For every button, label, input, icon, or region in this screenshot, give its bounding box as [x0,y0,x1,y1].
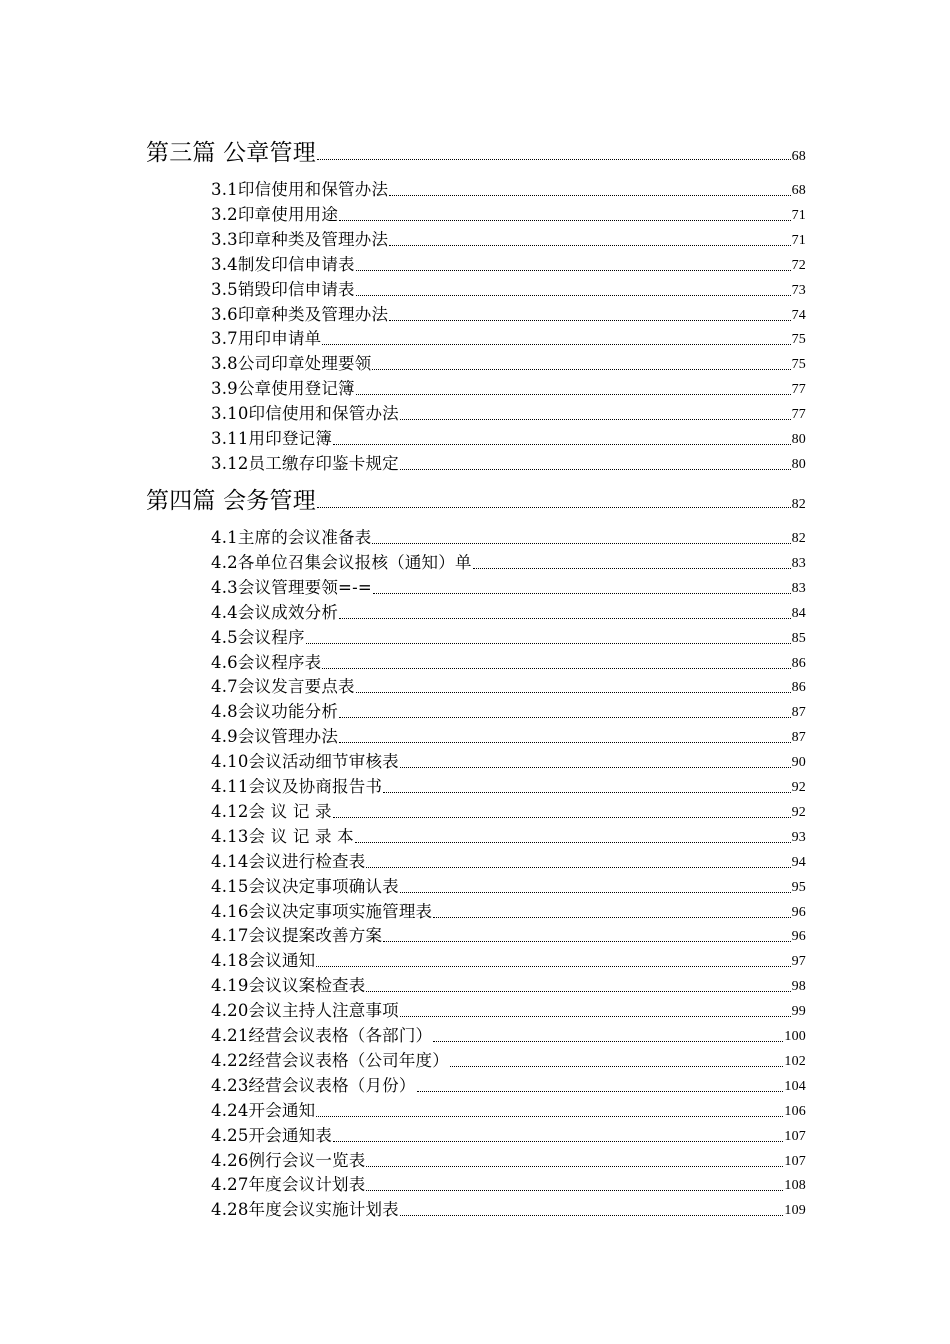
toc-entry[interactable] [211,773,806,797]
entry-title: 4.22经营会议表格（公司年度） [211,1050,449,1070]
page-number: 96 [791,904,806,920]
page-number: 92 [791,780,806,795]
dot-leader [400,419,791,420]
toc-entry[interactable] [211,873,806,897]
toc-entry[interactable] [211,947,806,971]
dot-leader [400,767,791,768]
toc-entry[interactable] [211,1047,806,1071]
entry-title: 4.4会议成效分析 [211,602,339,622]
section-title: 第四篇 会务管理 [146,488,316,514]
toc-entry[interactable] [211,450,806,474]
page-number: 83 [791,580,806,596]
toc-entry[interactable] [211,922,806,946]
dot-leader [317,507,791,508]
page-number: 75 [791,332,806,348]
page-number: 87 [791,730,806,746]
dot-leader [316,966,790,967]
dot-leader [339,717,791,718]
toc-entry[interactable] [211,425,806,449]
toc-entry[interactable] [211,375,806,399]
dot-leader [356,295,791,296]
entry-title: 4.15会议决定事项确认表 [211,876,399,896]
dot-leader [322,668,790,669]
entry-title: 4.14会议进行检查表 [211,851,366,871]
dot-leader [389,245,790,246]
entry-title: 4.16会议决定事项实施管理表 [211,901,433,921]
dot-leader [417,1091,784,1092]
dot-leader [383,941,790,942]
page-number: 73 [791,282,806,298]
page-number: 102 [784,1053,806,1069]
dot-leader [356,270,791,271]
toc-entry[interactable] [211,251,806,275]
dot-leader [400,1016,791,1017]
entry-title: 3.1印信使用和保管办法 [211,180,389,199]
dot-leader [322,344,790,345]
toc-section-heading[interactable] [146,484,806,514]
page-number: 108 [784,1178,806,1194]
dot-leader [400,469,791,470]
toc-entry[interactable] [211,524,806,548]
toc-entry[interactable] [211,549,806,573]
dot-leader [400,1215,784,1216]
toc-entry[interactable] [211,1171,806,1195]
page-number: 90 [791,755,806,771]
page-number: 77 [791,382,806,398]
page-number: 77 [791,407,806,423]
page-number: 80 [791,432,806,447]
dot-leader [400,892,791,893]
entry-title: 3.10印信使用和保管办法 [211,404,399,424]
toc-entry[interactable] [211,723,806,747]
page-number: 106 [784,1103,806,1119]
entry-title: 3.3印章种类及管理办法 [211,229,389,249]
toc-entry[interactable] [211,698,806,722]
toc-entry[interactable] [211,276,806,300]
toc-entry[interactable] [211,574,806,598]
page-number: 68 [791,183,806,198]
toc-entry[interactable] [211,673,806,697]
entry-title: 4.28年度会议实施计划表 [211,1200,399,1220]
page-number: 85 [791,630,806,646]
entry-title: 4.11会议及协商报告书 [211,777,383,796]
entry-title: 3.9公章使用登记簿 [211,379,355,399]
entry-title: 3.4制发印信申请表 [211,254,355,274]
dot-leader [366,867,790,868]
dot-leader [366,1190,783,1191]
toc-entry[interactable] [211,823,806,847]
toc-entry[interactable] [211,1097,806,1121]
entry-title: 4.7会议发言要点表 [211,677,355,697]
dot-leader [356,692,791,693]
entry-title: 3.7用印申请单 [211,329,322,349]
entry-title: 4.19会议议案检查表 [211,976,366,996]
entry-title: 4.21经营会议表格（各部门） [211,1026,433,1045]
dot-leader [433,1041,783,1042]
entry-title: 4.26例行会议一览表 [211,1150,366,1170]
page-number: 74 [791,307,806,323]
dot-leader [333,444,791,445]
entry-title: 4.20会议主持人注意事项 [211,1001,399,1021]
toc-entry[interactable] [211,972,806,996]
page-number: 96 [791,929,806,945]
entry-title: 4.18会议通知 [211,951,316,971]
toc-entry[interactable] [211,1072,806,1096]
page-number: 82 [791,531,806,546]
dot-leader [333,817,791,818]
dot-leader [450,1066,783,1067]
entry-title: 3.12员工缴存印鉴卡规定 [211,453,399,473]
page-number: 80 [791,456,806,472]
page-number: 86 [791,655,806,671]
page-number: 93 [791,829,806,845]
dot-leader [355,842,791,843]
page-number: 87 [791,705,806,721]
toc-entry[interactable] [211,624,806,648]
toc-entry[interactable] [211,301,806,325]
entry-title: 4.23经营会议表格（月份） [211,1075,416,1095]
dot-leader [389,195,790,196]
toc-entry[interactable] [211,748,806,772]
toc-entry[interactable] [211,1196,806,1220]
dot-leader [306,643,791,644]
toc-entry[interactable] [211,201,806,225]
dot-leader [366,1166,783,1167]
toc-entry[interactable] [211,1022,806,1046]
toc-entry[interactable] [211,226,806,250]
toc-entry[interactable] [211,848,806,872]
toc-entry[interactable] [211,325,806,349]
entry-title: 4.9会议管理办法 [211,727,339,747]
entry-title: 4.24开会通知 [211,1100,316,1120]
dot-leader [339,742,791,743]
dot-leader [339,220,791,221]
page-number: 95 [791,879,806,895]
dot-leader [333,1141,783,1142]
toc-entry[interactable] [211,599,806,623]
page-number: 107 [784,1128,806,1144]
entry-title: 4.5会议程序 [211,627,305,647]
toc-entry[interactable] [211,898,806,922]
dot-leader [317,159,791,160]
page-number: 71 [791,207,806,223]
entry-title: 4.1主席的会议准备表 [211,528,372,547]
page-number: 75 [791,357,806,373]
toc-section-heading[interactable] [146,136,806,166]
page-number: 98 [791,979,806,995]
entry-title: 3.6印章种类及管理办法 [211,304,389,324]
toc-entry[interactable] [211,1122,806,1146]
entry-title: 4.6会议程序表 [211,652,322,672]
toc-entry[interactable] [211,1147,806,1171]
dot-leader [383,792,790,793]
entry-title: 4.12会 议 记 录 [211,801,332,821]
dot-leader [339,618,791,619]
dot-leader [373,593,791,594]
dot-leader [316,1116,783,1117]
toc-entry[interactable] [211,649,806,673]
dot-leader [389,320,790,321]
entry-title: 4.3会议管理要领=-= [211,577,372,597]
page-number: 99 [791,1004,806,1020]
page-number: 107 [784,1153,806,1169]
page-number: 109 [784,1203,806,1219]
entry-title: 3.5销毁印信申请表 [211,279,355,299]
entry-title: 4.10会议活动细节审核表 [211,752,399,772]
entry-title: 4.25开会通知表 [211,1125,333,1145]
page-number: 84 [791,605,806,621]
entry-title: 4.17会议提案改善方案 [211,926,383,946]
toc-entry[interactable] [211,350,806,374]
page-number: 104 [784,1078,806,1094]
page-number: 100 [784,1029,806,1044]
entry-title: 4.27年度会议计划表 [211,1175,366,1195]
page-number: 86 [791,680,806,696]
entry-title: 4.8会议功能分析 [211,702,339,722]
page-number: 68 [791,149,806,164]
toc-entry[interactable] [211,176,806,200]
entry-title: 3.8公司印章处理要领 [211,354,372,374]
page-number: 92 [791,804,806,820]
entry-title: 3.11用印登记簿 [211,429,333,448]
toc-entry[interactable] [211,997,806,1021]
dot-leader [372,369,790,370]
toc-entry[interactable] [211,798,806,822]
page-number: 82 [791,497,806,512]
section-title: 第三篇 公章管理 [146,140,316,166]
toc-entry[interactable] [211,400,806,424]
dot-leader [372,543,790,544]
page-number: 71 [791,232,806,248]
page-number: 83 [791,555,806,571]
dot-leader [356,394,791,395]
dot-leader [433,917,790,918]
entry-title: 3.2印章使用用途 [211,204,339,224]
dot-leader [366,991,790,992]
page-number: 72 [791,257,806,273]
page-number: 94 [791,854,806,870]
dot-leader [473,568,791,569]
page-number: 97 [791,954,806,970]
entry-title: 4.13会 议 记 录 本 [211,826,354,846]
entry-title: 4.2各单位召集会议报核（通知）单 [211,552,472,572]
